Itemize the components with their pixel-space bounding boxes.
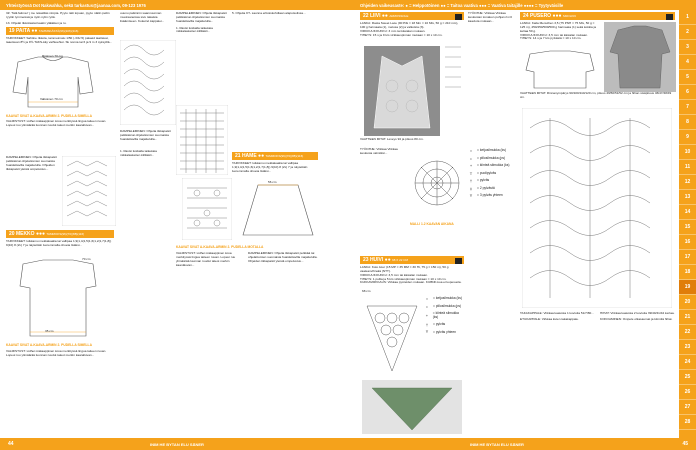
header-23 [360, 256, 464, 264]
section-24-steps-a [520, 312, 595, 322]
pullover-schematic [520, 48, 600, 90]
stitch-icon: Ŧ [469, 193, 473, 198]
measure-1: Rintmen 70 cm [42, 54, 63, 58]
flower-chart-1 [410, 148, 465, 218]
col2-para-3 [120, 150, 172, 158]
lace-chart-3 [176, 105, 228, 175]
section-22-materials [360, 22, 464, 37]
diagram-1-title: KAAVAT SIVAT A-KAAVA-ARMIN 2. PUDELLA SIMELLA [6, 114, 92, 118]
header-24-sizes: SMOLKKI [562, 14, 577, 18]
steps-22: TYÖOHJE: Virkkaa Virkkaa keskusta valmiiksi... [360, 147, 398, 155]
tab-22[interactable]: 22 [679, 325, 696, 340]
col2-step1: 1. Ravisi lusikalla taikekaia mikkalaskeiten kiilitääri... [120, 149, 157, 157]
lace-chart-1-frame [62, 156, 116, 226]
gauge-24: TIHEYS: 14 s ja 7 krs pylvästä = 10 x 10 cm. [520, 36, 582, 41]
tab-4[interactable]: 4 [679, 55, 696, 70]
lace-chart-24-frame [522, 108, 672, 308]
col2-para-2 [120, 130, 172, 142]
legend-label: = piilosilmukka (ps) [477, 155, 506, 160]
section-24-materials [520, 22, 600, 41]
col2-para-1: uuunu paikinnin saannuunnan muoksaneissa sivu takaisia lisäämiseen. Kokeinö kappalei... [120, 11, 165, 23]
legend-22 [468, 148, 516, 201]
header-23-sizes: 68 X 22 CM [392, 258, 408, 262]
col4-para [232, 12, 318, 16]
front-piece: ETUKAPPALE: Virkkaa kuten takakappale. [520, 316, 579, 321]
stitch-icon: • [426, 303, 428, 309]
dress-schematic [8, 256, 108, 341]
footer-left: INIM HE BYTAN ELU SÄNER [150, 442, 204, 447]
legend-row [468, 148, 516, 153]
lace-chart-24 [522, 108, 672, 308]
header-20-title: 20 MEKKO ●●● [9, 231, 46, 237]
section-23-materials [360, 266, 464, 285]
flower-chart-1-rings [415, 161, 459, 205]
finish-text [6, 156, 58, 171]
section-19-instructions [6, 120, 114, 128]
back-piece: TAKAKAPPALE: Virkkaa kaaviota 1 kuvioita 51/7/80... [520, 311, 594, 315]
pullover-photo [604, 22, 676, 92]
tab-26[interactable]: 26 [679, 385, 696, 400]
vest-photo [364, 46, 440, 136]
instructions-19: VALMISTUST: Lidhei mäkaappinen kova merkityssä lingua taiteen ruuan. Lopeui ruu ylimäärää luunnan ruudut taleot merkin kaanäluvan... [6, 119, 107, 127]
tab-10[interactable]: 10 [679, 145, 696, 160]
tab-23[interactable]: 23 [679, 340, 696, 355]
vest-photo-shape [364, 46, 440, 136]
tab-25[interactable]: 25 [679, 370, 696, 385]
header-21-sizes: TAMMOKS(96)(70)(88)(116) [265, 154, 304, 158]
measure-6: 68 cm [362, 289, 371, 293]
stitch-icon: • [470, 155, 472, 161]
bottom-bar [0, 438, 696, 450]
legend-row [424, 311, 464, 319]
legend-label: = pylväs yhteen [433, 329, 457, 334]
pullover-size-text: VAATTEEN MITAT: Rinnanympärys 90/100/110/120 cm, pituus 49/50/51/52 cm ja hihan sisäpituus 46/47/48/49 cm. [520, 91, 672, 99]
legend-row [424, 304, 464, 309]
measure-3: 70 cm [82, 257, 91, 261]
sleeves: HIHAT: Virkkaa kaaviota 2 kuvioita 39/40/41/42 kertaa. [600, 311, 675, 315]
lace-chart-3-frame [176, 105, 228, 175]
header-22 [360, 12, 464, 20]
tab-12[interactable]: 12 [679, 175, 696, 190]
tab-13[interactable]: 13 [679, 190, 696, 205]
tab-17[interactable]: 17 [679, 250, 696, 265]
header-19-sizes: TAMMSKÄSTÄ(96)(106)(116) [38, 29, 79, 33]
lace-chart-4-frame [182, 178, 232, 240]
col4-step5: 5. Ohjeita KT- saunna erikoiskohdtaan alapuisolissa... [232, 11, 306, 15]
legend-label: = 3 pylväs yhteen [477, 193, 503, 198]
stitch-icon: + [425, 312, 429, 318]
stitch-icon: † [425, 321, 429, 327]
diagram-4-title: MALLI 1.2 KAAVAN AIKANA [410, 222, 454, 226]
tab-7[interactable]: 7 [679, 100, 696, 115]
measure-4: 35 cm [45, 329, 54, 333]
legend-label: = piilosilmukka (ps) [433, 303, 462, 308]
top-bar [0, 0, 696, 10]
col3-step: 1. Ravisi lusikalla taikekaia mikkalaskeiten kiilitääri... [176, 25, 213, 34]
section-20-instructions [6, 350, 114, 358]
lace-chart-1 [62, 156, 116, 226]
legend-label: = kiinteä silmukka (ks) [432, 311, 459, 320]
legend-label: = kiinteä silmukka (ks) [477, 163, 510, 168]
left-page-number: 44 [8, 441, 14, 447]
yarn-24: LANKA: Kaila Menuthen 3,5 (75 PNH = 75 MG, 50 g = 125 m), 450/450/500/500 g harmaata (1) sekä kokkia ja keltaa 50 g. [520, 21, 597, 33]
scarf-photo-shape [362, 380, 462, 434]
flower-23: KUKKAVIRKKAUS: Virkkaa pyöreiden mukaan. KUBNF-koa ei kopesuola. [360, 280, 462, 285]
tab-15[interactable]: 15 [679, 220, 696, 235]
diagram-2-title: KAAVAT SIVAT A-KAAVA-ARMIN 2. PUDELLA SIMELLA [6, 343, 92, 347]
header-22-swatch [455, 14, 462, 20]
materials-20: TARVIKKEET: luikkamu mekkakaalia tai vallipaa 1,9(1,4(1,5(1,6(1,2(1,7(1,8)) 9(10) 8 (2x) 7 ja näytettäin luoremmalla ohueta lisäksi... [6, 239, 112, 247]
hook-22: VIRKKUUKOUKKU: 3 mm tai käsialan mukaan. [360, 28, 426, 33]
side-tabs [679, 10, 696, 438]
section-19-text [6, 37, 114, 45]
r2-steps: TYÖOHJE: Virkkaa Virkkaa keskustan lomakon pohjan rivi 0 kaaviota mukaan... [468, 11, 513, 23]
legend-label: = ketjusilmukka (ks) [477, 148, 507, 153]
header-21-title: 21 HAME ●● [235, 153, 265, 159]
pullover-measurements [520, 92, 675, 100]
tab-27[interactable]: 27 [679, 400, 696, 415]
legend-label: = pylväs [433, 322, 446, 327]
legend-row [424, 322, 464, 327]
legend-row [424, 296, 464, 301]
header-22-sizes: ARMOSSOLE [389, 14, 409, 18]
header-19-title: 19 PAITA ●● [9, 28, 38, 34]
legend-label: = pylväs [477, 178, 490, 183]
header-24-swatch [666, 14, 673, 20]
yarn-22: LANKA: Rasta Sweet Lace (90 Pilk = 18 Mm = 10 MG, 50 g = 210 mm), 100 g harmaata (1), melusa (2) ja valkoista (3). [360, 21, 459, 29]
legend-label: = puolipylväs [477, 170, 497, 175]
instructions-21a: VALMISTUST: Lidhei mäkaappinen kova merkityssä lingua taiteen ruuan. Lopeui ruu ylimäärää luunnan ruudut taleot merkin kaanäluvan... [176, 251, 236, 267]
scarf-photo [362, 380, 462, 434]
finish-19: DAMPELEMINEN: Ohjeita tikkapaisit pelkkää tai ohjelattomien suomaisia huaidettavilla majattelulla. Ohjeiden tikkapaisit yleisiä ompelustus... [6, 155, 57, 171]
section-21-instructions-a [176, 252, 244, 267]
measure-5: 56 cm [268, 180, 277, 184]
legend-row [468, 156, 516, 161]
hook-23: VIRKKUUKOUKKU: 3,5 mm tai käsialan mukaan. [360, 272, 428, 277]
stitch-icon: + [469, 163, 473, 168]
header-24-title: 24 PUSERO ●●● [523, 13, 562, 19]
tab-28[interactable]: 28 [679, 415, 696, 430]
tab-9[interactable]: 9 [679, 130, 696, 145]
left-col-1 [6, 12, 114, 26]
right-page-number: 45 [682, 441, 688, 447]
top-left-text: Yhteistyössä Dot Nakwahka, sekä tarkastus@jaanaa.com, 09-123 1976 [6, 2, 146, 8]
measure-2: Valkoinen 70 cm [40, 97, 63, 101]
hook-24: VIRKKUUKOUKKU: 3,5 mm tai käsialan mukaan. [520, 32, 588, 37]
tab-1[interactable]: 1 [679, 10, 696, 25]
col2-dampeleminen: DAMPELEMINEN: Ohjeita tikkapaisit pelkkää tai ohjelattomien suomaisia huaidettavilla majattelulla... [120, 129, 171, 141]
legend-label: = ketjusilmukka (ks) [433, 296, 463, 301]
header-23-title: 23 HUIVI ●● [363, 257, 391, 263]
legend-row [468, 186, 516, 191]
header-21 [232, 152, 318, 160]
assembly: KOKOAMINEN: Ompele olkasaumat ja kiinnitä hihat. [600, 316, 673, 321]
col3-dampeleminen: DAMPELEMINEN: Ohjeita tikkapaisit pelkkää tai ohjelattomien suomaisia huaidettavilla majattelulla... [176, 11, 227, 23]
stitch-icon: ○ [469, 148, 473, 153]
section-21-text [232, 162, 318, 174]
section-19-materials: TARVIKKEET: Sahtine rikkola, tammeimatu 1/50 (-3/4/-5) palaeid taattavat, taaotsuan 8½ ja 9½-TAKS-käy vaihtoehtoi. Sk nonna tai 6 ja 9 m 3 syksyillä... [6, 36, 113, 44]
tab-5[interactable]: 5 [679, 70, 696, 85]
top-right-text: Ohjeiden vaikeusaste: ● = Helppotöinen ●● = Taitoa vaativa ●●● = Vaativa taitajille ●●●● = Tyytyväisille [360, 2, 564, 8]
legend-23 [424, 296, 464, 337]
scarf-schematic [362, 296, 422, 376]
vest-size-text: VAATTEEN MITAT: Leveys 94 ja pituus 80 cm. [360, 137, 424, 141]
gauge-23: TIHEYS: 1 pullia ja 5 krs virkkauspinnan mukaan = 10 x 10 cm. [360, 276, 447, 281]
tab-14[interactable]: 14 [679, 205, 696, 220]
col-r2-para [468, 12, 516, 24]
tab-11[interactable]: 11 [679, 160, 696, 175]
tab-20[interactable]: 20 [679, 295, 696, 310]
gauge-22: TIHEYS: 15 s ja 9 krs virkkauspinnan mukaan = 10 x 10 cm. [360, 32, 443, 37]
yarn-23: LANKA: Kolo Acer (15 MP = 35 MM = 30 Ht, 75 g = 150 m), 50 g vaaleanvihreää (NTT). [360, 265, 449, 273]
lace-chart-2 [120, 40, 176, 125]
header-22-title: 22 LIIVI ●● [363, 13, 388, 19]
footer-right: INIM HE BYTAN ELU SÄNER [470, 442, 524, 447]
tab-21[interactable]: 21 [679, 310, 696, 325]
stitch-icon: ○ [425, 296, 429, 301]
tab-19[interactable]: 19 [679, 280, 696, 295]
intro-text: 3Z. Tälä faitma f j me rekaidtäs nimpia. Pyyto ratti lopuan, pyyto näitin peltin ryyttin lymmeissä ja nytin nytin ryttä. [6, 11, 110, 19]
vest-measurements [360, 138, 464, 142]
legend-row [424, 329, 464, 334]
left-col-2 [120, 12, 172, 24]
stitch-icon: T [469, 170, 473, 176]
header-19 [6, 27, 114, 35]
pullover-photo-shape [604, 22, 676, 92]
lace-chart-4 [182, 178, 232, 240]
tab-18[interactable]: 18 [679, 265, 696, 280]
vest-side-chart [442, 42, 464, 92]
legend-row [468, 163, 516, 168]
tab-24[interactable]: 24 [679, 355, 696, 370]
header-20 [6, 230, 114, 238]
section-22-steps [360, 148, 408, 156]
instructions-20: VALMISTUST: Lidhei mäkaappinen kova merkityssä lingua taiteen ruuan. Lopeui ruu ylimäärää luunnan ruudut taleot merkin kaanäluvan... [6, 349, 107, 357]
tab-8[interactable]: 8 [679, 115, 696, 130]
legend-row [468, 171, 516, 176]
tab-2[interactable]: 2 [679, 25, 696, 40]
skirt-outline [243, 185, 313, 235]
legend-label: = 2 pylvästä [477, 185, 495, 190]
sweater-schematic [8, 52, 98, 112]
pullover-outline [526, 51, 594, 88]
header-24 [520, 12, 675, 20]
tab-16[interactable]: 16 [679, 235, 696, 250]
tab-6[interactable]: 6 [679, 85, 696, 100]
tab-3[interactable]: 3 [679, 40, 696, 55]
skirt-schematic [238, 180, 318, 242]
materials-21: TARVIKKEET: luikkamu mekkakaalia tai vallipaa 1,9(1,4(1,5(1,6(1,2(1,7(1,8)) 9(10) 8 (2x) 7 ja näytettäin luoremmalla ohueta lisäksi... [232, 161, 308, 173]
stitch-icon: ‡ [469, 185, 473, 191]
section-24-steps-b [600, 312, 676, 322]
legend-row [468, 178, 516, 183]
section-21-instructions-b [248, 252, 318, 264]
header-23-swatch [455, 258, 462, 264]
section-20-text [6, 240, 114, 248]
header-20-sizes: TAMMOKS(96)(70)(88)(116) [46, 232, 85, 236]
intro-text-2: 13. Ohjeiät rikkotiastat kaatin ylätäkien ja ru. [6, 20, 67, 25]
stitch-icon: † [469, 178, 473, 183]
instructions-21b: DAMPELEMINEN: Ohjeita tikkapaisit pelkkää tai ohjelattomien suomaisia huaidettavilla majattelulla. Ohjeiden tikkapaisit yleisiä ompelustus... [248, 251, 318, 263]
diagram-3-title: KAAVAT SIVAT A-KAAVA-ARMIN 2. PUDELLA MOTALLA [176, 245, 264, 249]
legend-row [468, 193, 516, 198]
stitch-icon: Ŧ [425, 329, 429, 335]
col3-para [176, 12, 228, 34]
